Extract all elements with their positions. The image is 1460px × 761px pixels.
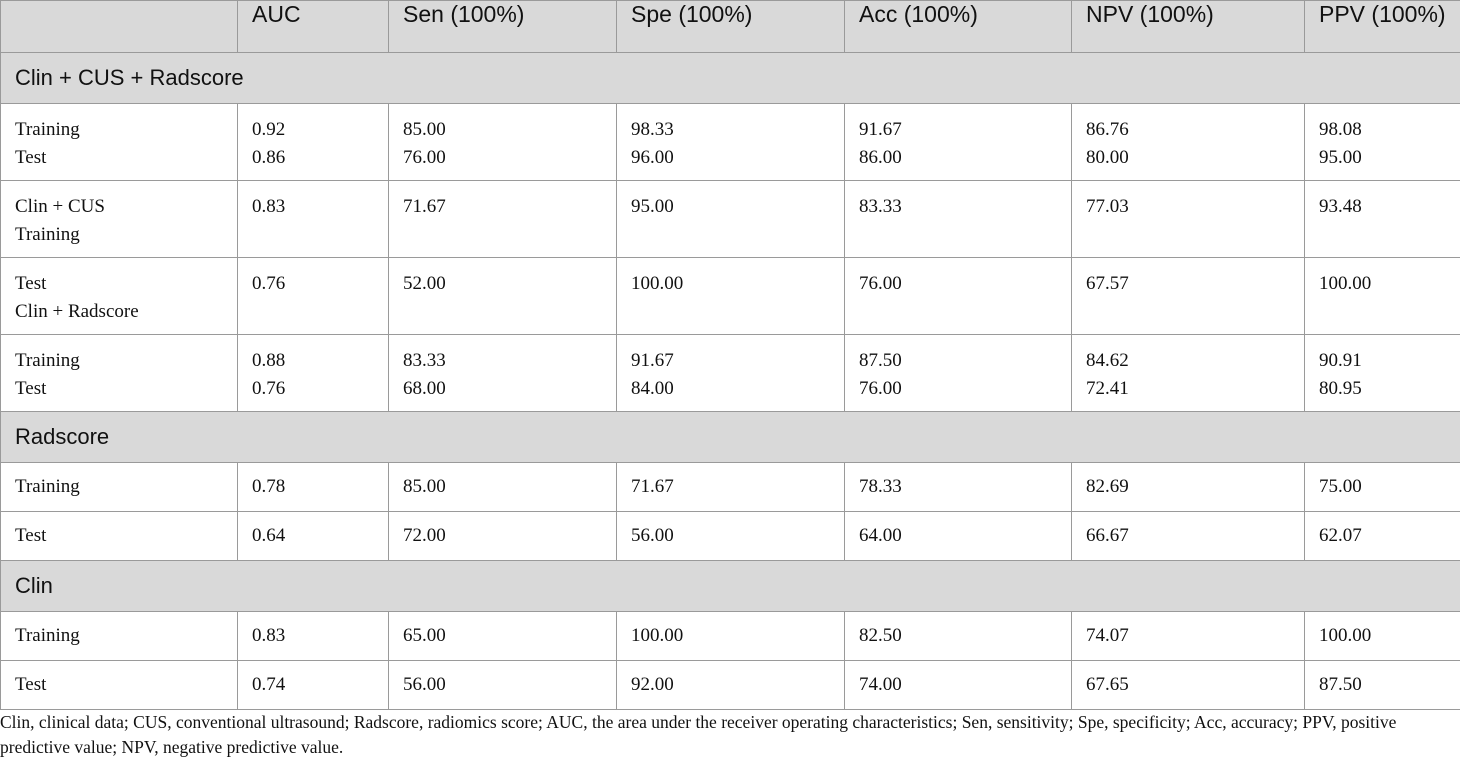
header-cell-acc: Acc (100%) (845, 1, 1072, 53)
cell-value: 0.88 (252, 350, 286, 371)
value-cell (389, 104, 617, 181)
value-cell (617, 181, 845, 258)
row-label: Test (15, 273, 47, 294)
cell-value: 100.00 (617, 612, 845, 661)
cell-value: 100.00 (631, 273, 684, 294)
table-row (1, 181, 1460, 258)
cell-value: 76.00 (859, 378, 902, 399)
table-row (1, 661, 1460, 710)
value-cell (845, 258, 1072, 335)
header-cell-ppv: PPV (100%) (1305, 1, 1460, 53)
cell-value: 93.48 (1319, 196, 1362, 217)
cell-value: 64.00 (845, 512, 1072, 561)
cell-value: 87.50 (1305, 661, 1460, 710)
group-row (1, 53, 1460, 104)
cell-value: 56.00 (389, 661, 617, 710)
cell-value: 0.78 (238, 463, 389, 512)
value-cell (1072, 258, 1305, 335)
row-label-cell (1, 104, 238, 181)
table-row (1, 335, 1460, 412)
cell-value: 68.00 (403, 378, 446, 399)
row-label: Test (1, 512, 238, 561)
cell-value: 72.41 (1086, 378, 1129, 399)
cell-value: 85.00 (403, 119, 446, 140)
cell-value: 0.83 (252, 196, 286, 217)
header-cell-npv: NPV (100%) (1072, 1, 1305, 53)
table-row (1, 512, 1460, 561)
cell-value: 82.50 (845, 612, 1072, 661)
cell-value: 92.00 (617, 661, 845, 710)
cell-value: 56.00 (617, 512, 845, 561)
cell-value: 83.33 (859, 196, 902, 217)
header-cell-spe: Spe (100%) (617, 1, 845, 53)
cell-value: 80.95 (1319, 378, 1362, 399)
value-cell (1305, 181, 1460, 258)
group-row (1, 412, 1460, 463)
row-label: Training (15, 350, 80, 371)
cell-value: 0.76 (252, 378, 286, 399)
cell-value: 98.33 (631, 119, 674, 140)
value-cell (845, 104, 1072, 181)
cell-value: 71.67 (403, 196, 446, 217)
table-row (1, 463, 1460, 512)
cell-value: 82.69 (1072, 463, 1305, 512)
table-row (1, 612, 1460, 661)
cell-value: 0.76 (252, 273, 286, 294)
cell-value: 100.00 (1319, 273, 1372, 294)
table-row (1, 258, 1460, 335)
group-row (1, 561, 1460, 612)
value-cell (617, 104, 845, 181)
cell-value: 0.74 (238, 661, 389, 710)
cell-value: 91.67 (631, 350, 674, 371)
value-cell (389, 258, 617, 335)
value-cell (617, 335, 845, 412)
header-cell-label (1, 1, 238, 53)
cell-value: 72.00 (389, 512, 617, 561)
header-cell-auc: AUC (238, 1, 389, 53)
table-footnote: Clin, clinical data; CUS, conventional ultrasound; Radscore, radiomics score; AUC, the area under the receiver operating characteristics; Sen, sensitivity; Spe, specificity; Acc, accuracy; PPV, positive predictive value; NPV, negative predictive value. (0, 712, 1397, 757)
group-label: Clin + CUS + Radscore (1, 53, 1460, 104)
cell-value: 84.62 (1086, 350, 1129, 371)
group-label: Radscore (1, 412, 1460, 463)
value-cell (1072, 181, 1305, 258)
row-label-cell (1, 181, 238, 258)
row-label: Clin + CUS (15, 196, 105, 217)
value-cell (1072, 104, 1305, 181)
cell-value: 0.92 (252, 119, 286, 140)
cell-value: 0.64 (238, 512, 389, 561)
cell-value: 0.86 (252, 147, 286, 168)
value-cell (389, 181, 617, 258)
cell-value: 86.76 (1086, 119, 1129, 140)
cell-value: 87.50 (859, 350, 902, 371)
value-cell (845, 335, 1072, 412)
cell-value: 67.65 (1072, 661, 1305, 710)
cell-value: 66.67 (1072, 512, 1305, 561)
row-label: Test (15, 378, 47, 399)
value-cell (238, 258, 389, 335)
row-label-cell (1, 335, 238, 412)
row-label: Test (15, 147, 47, 168)
cell-value: 0.83 (238, 612, 389, 661)
cell-value: 95.00 (631, 196, 674, 217)
cell-value: 65.00 (389, 612, 617, 661)
row-label: Clin + Radscore (15, 301, 139, 322)
row-label: Test (1, 661, 238, 710)
cell-value: 84.00 (631, 378, 674, 399)
cell-value: 62.07 (1305, 512, 1460, 561)
table-row (1, 104, 1460, 181)
row-label: Training (1, 612, 238, 661)
row-label: Training (15, 119, 80, 140)
cell-value: 100.00 (1305, 612, 1460, 661)
value-cell (238, 181, 389, 258)
cell-value: 74.00 (845, 661, 1072, 710)
cell-value: 83.33 (403, 350, 446, 371)
cell-value: 90.91 (1319, 350, 1362, 371)
value-cell (845, 181, 1072, 258)
cell-value: 76.00 (403, 147, 446, 168)
cell-value: 71.67 (617, 463, 845, 512)
group-label: Clin (1, 561, 1460, 612)
cell-value: 80.00 (1086, 147, 1129, 168)
header-cell-sen: Sen (100%) (389, 1, 617, 53)
value-cell (1305, 258, 1460, 335)
cell-value: 74.07 (1072, 612, 1305, 661)
value-cell (617, 258, 845, 335)
header-row (1, 1, 1460, 53)
cell-value: 96.00 (631, 147, 674, 168)
cell-value: 95.00 (1319, 147, 1362, 168)
row-label: Training (15, 224, 80, 245)
cell-value: 67.57 (1086, 273, 1129, 294)
cell-value: 86.00 (859, 147, 902, 168)
cell-value: 85.00 (389, 463, 617, 512)
value-cell (1305, 335, 1460, 412)
cell-value: 77.03 (1086, 196, 1129, 217)
cell-value: 75.00 (1305, 463, 1460, 512)
value-cell (1072, 335, 1305, 412)
value-cell (238, 335, 389, 412)
cell-value: 98.08 (1319, 119, 1362, 140)
row-label-cell (1, 258, 238, 335)
cell-value: 76.00 (859, 273, 902, 294)
value-cell (1305, 104, 1460, 181)
value-cell (389, 335, 617, 412)
row-label: Training (1, 463, 238, 512)
value-cell (238, 104, 389, 181)
cell-value: 52.00 (403, 273, 446, 294)
cell-value: 91.67 (859, 119, 902, 140)
cell-value: 78.33 (845, 463, 1072, 512)
